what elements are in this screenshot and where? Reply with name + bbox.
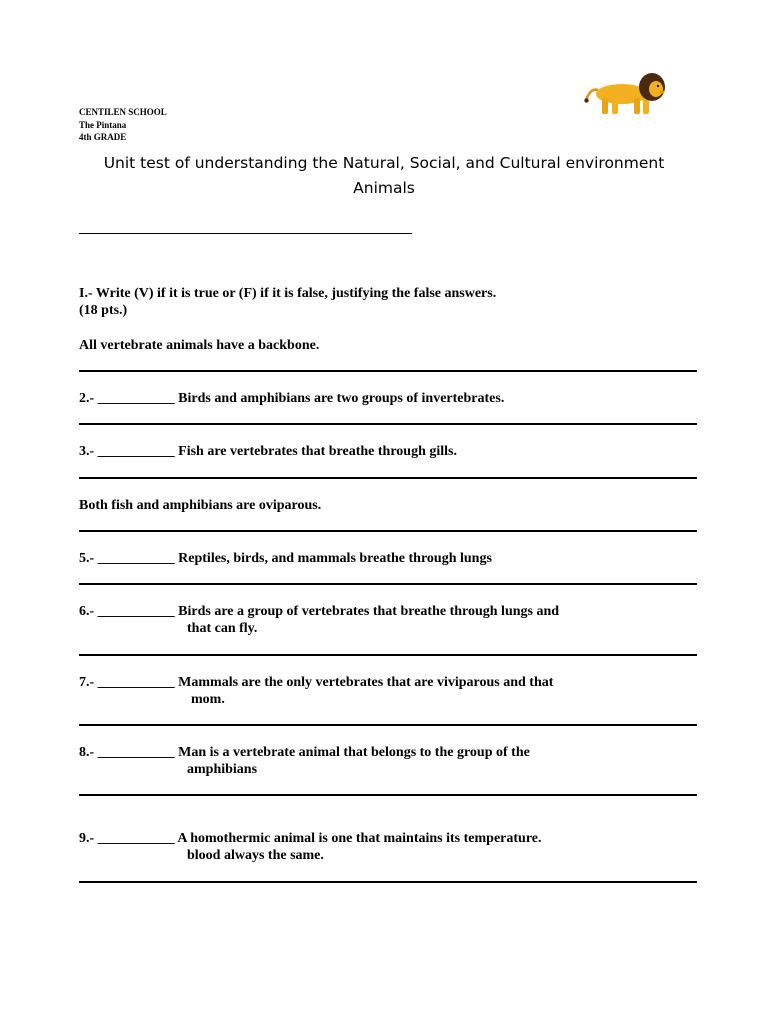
answer-line-6[interactable]: [79, 654, 697, 656]
student-name-line[interactable]: [79, 233, 412, 234]
question-6: [79, 603, 679, 637]
section-points: (18 pts.): [79, 303, 128, 318]
question-text: Both fish and amphibians are oviparous.: [79, 498, 322, 513]
question-continuation: mom.: [191, 692, 225, 707]
lion-icon: [584, 70, 668, 120]
question-3: [79, 443, 679, 460]
question-text: 9.- ___________ A homothermic animal is one that maintains its temperature.: [79, 831, 542, 846]
school-location: The Pintana: [79, 119, 127, 130]
answer-line-1[interactable]: [79, 370, 697, 372]
test-subtitle: Animals: [353, 179, 415, 197]
question-text: 2.- ___________ Birds and amphibians are two groups of invertebrates.: [79, 391, 505, 406]
question-text: 3.- ___________ Fish are vertebrates that breathe through gills.: [79, 444, 457, 459]
question-text: 6.- ___________ Birds are a group of vertebrates that breathe through lungs and: [79, 604, 560, 619]
answer-line-3[interactable]: [79, 477, 697, 479]
question-text: 7.- ___________ Mammals are the only vertebrates that are viviparous and that: [79, 675, 554, 690]
question-continuation: amphibians: [187, 762, 258, 777]
question-9: [79, 830, 679, 864]
question-continuation: blood always the same.: [187, 848, 324, 863]
answer-line-4[interactable]: [79, 530, 697, 532]
question-text: 8.- ___________ Man is a vertebrate animal that belongs to the group of the: [79, 745, 530, 760]
answer-line-9[interactable]: [79, 881, 697, 883]
question-7: [79, 674, 679, 708]
question-5: [79, 550, 679, 567]
answer-line-5[interactable]: [79, 583, 697, 585]
answer-line-8[interactable]: [79, 794, 697, 796]
question-text: All vertebrate animals have a backbone.: [79, 338, 320, 353]
question-4: [79, 497, 679, 514]
school-grade: 4th GRADE: [79, 132, 127, 142]
school-header: [79, 106, 167, 144]
section-instruction: I.- Write (V) if it is true or (F) if it is false, justifying the false answers.: [79, 286, 497, 301]
question-8: [79, 744, 679, 778]
question-2: [79, 390, 679, 407]
question-text: 5.- ___________ Reptiles, birds, and mammals breathe through lungs: [79, 551, 492, 566]
question-1: [79, 337, 679, 354]
answer-line-2[interactable]: [79, 423, 697, 425]
school-name: CENTILEN SCHOOL: [79, 107, 167, 117]
answer-line-7[interactable]: [79, 724, 697, 726]
test-title: Unit test of understanding the Natural, Social, and Cultural environment: [103, 154, 665, 172]
question-continuation: that can fly.: [187, 621, 258, 636]
